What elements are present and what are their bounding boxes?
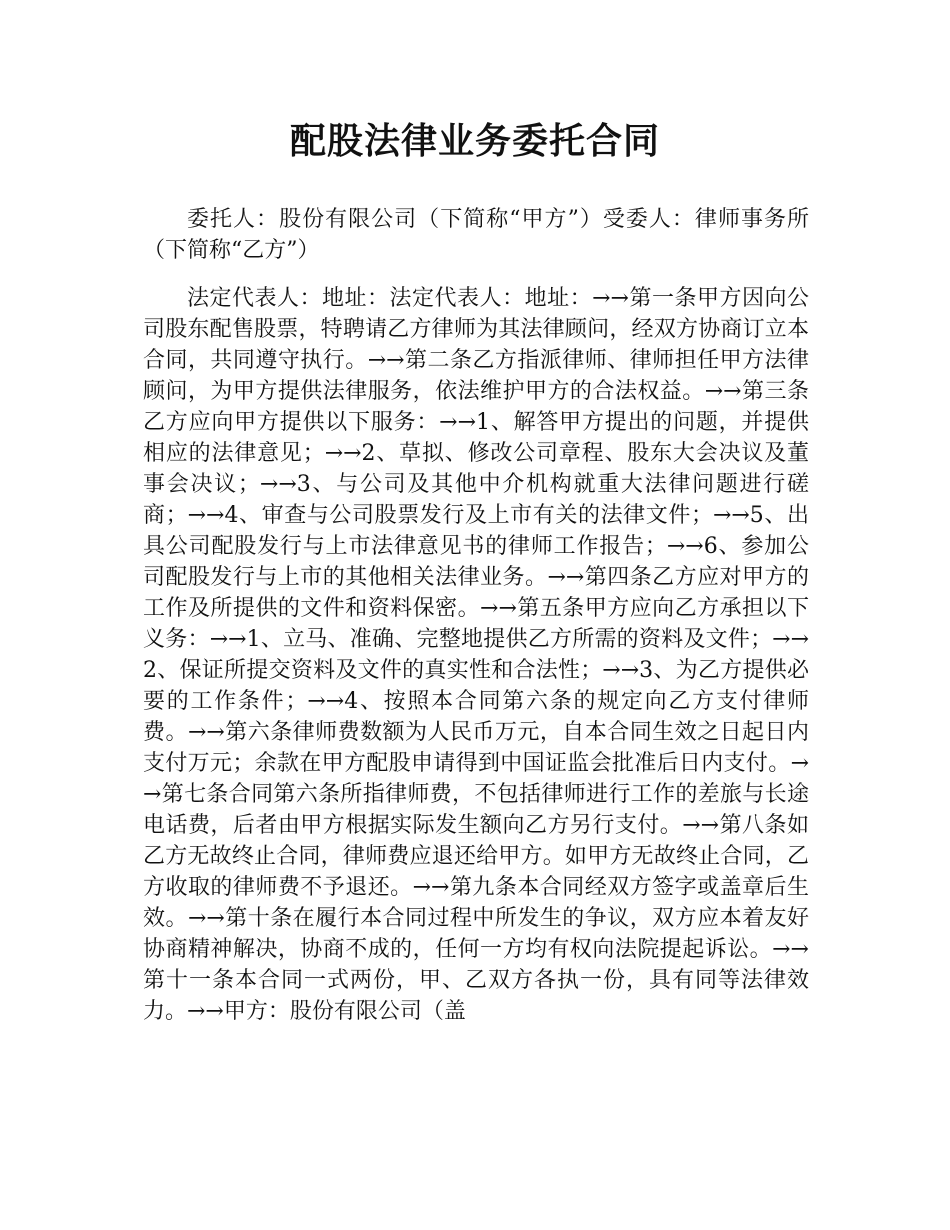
document-title: 配股法律业务委托合同 bbox=[289, 121, 660, 162]
parties-paragraph: 委托人：股份有限公司（下简称“甲方”）受委人：律师事务所（下简称“乙方”） bbox=[143, 207, 809, 263]
contract-terms-paragraph: 法定代表人：地址：法定代表人：地址：→→第一条甲方因向公司股东配售股票，特聘请乙方律师为其法律顾问，经双方协商订立本合同，共同遵守执行。→→第二条乙方指派律师、律师担任甲方法律顾问，为甲方提供法律服务，依法维护甲方的合法权益。→→第三条乙方应向甲方提供以下服务：→→1、解答甲方提出的问题，并提供相应的法律意见；→→2、草拟、修改公司章程、股东大会决议及董事会决议；→→3、与公司及其他中介机构就重大法律问题进行磋商；→→4、审查与公司股票发行及上市有关的法律文件；→→5、出具公司配股发行与上市法律意见书的律师工作报告；→→6、参加公司配股发行与上市的其他相关法律业务。→→第四条乙方应对甲方的工作及所提供的文件和资料保密。→→第五条甲方应向乙方承担以下义务：→→1、立马、准确、完整地提供乙方所需的资料及文件；→→2、保证所提交资料及文件的真实性和合法性；→→3、为乙方提供必要的工作条件；→→4、按照本合同第六条的规定向乙方支付律师费。→→第六条律师费数额为人民币万元，自本合同生效之日起日内支付万元；余款在甲方配股申请得到中国证监会批准后日内支付。→→第七条合同第六条所指律师费，不包括律师进行工作的差旅与长途电话费，后者由甲方根据实际发生额向乙方另行支付。→→第八条如乙方无故终止合同，律师费应退还给甲方。如甲方无故终止合同，乙方收取的律师费不予退还。→→第九条本合同经双方签字或盖章后生效。→→第十条在履行本合同过程中所发生的争议，双方应本着友好协商精神解决，协商不成的，任何一方均有权向法院提起诉讼。→→第十一条本合同一式两份，甲、乙双方各执一份，具有同等法律效力。→→甲方：股份有限公司（盖 bbox=[143, 286, 809, 1024]
